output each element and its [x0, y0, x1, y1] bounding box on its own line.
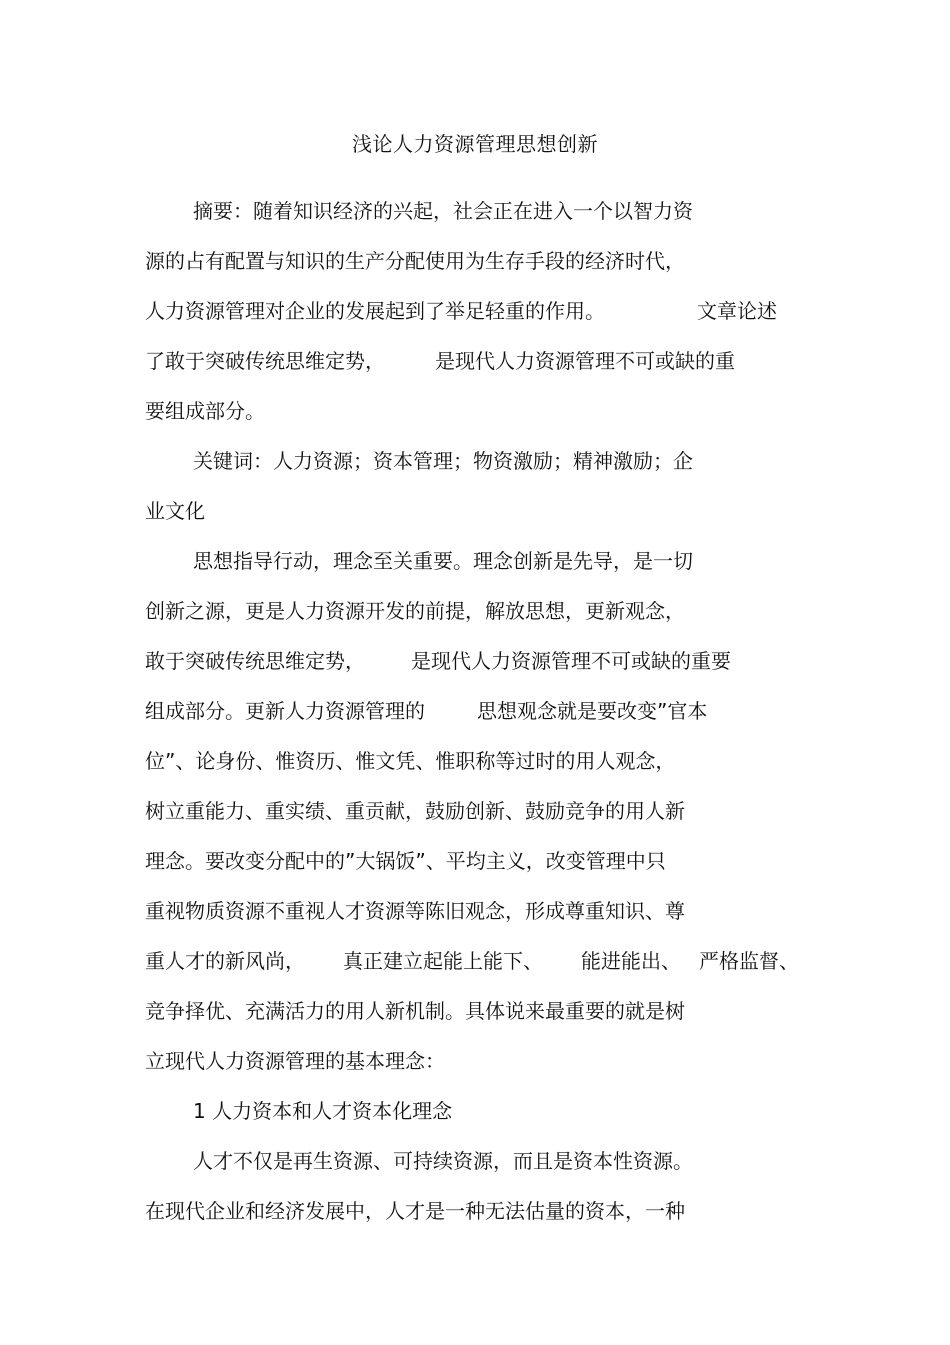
abstract-line-1: 摘要：随着知识经济的兴起，社会正在进入一个以智力资 — [193, 199, 693, 223]
text-segment: 组成部分。更新人力资源管理的 — [145, 699, 425, 723]
body-line — [145, 648, 731, 674]
document-title: 浅论人力资源管理思想创新 — [352, 132, 598, 156]
section-heading: 1 人力资本和人才资本化理念 — [193, 1099, 453, 1123]
text-segment: 真正建立起能上能下、 — [343, 949, 543, 973]
body-line: 理念。要改变分配中的”大锅饭”、平均主义，改变管理中只 — [145, 849, 666, 873]
keywords-line-1: 关键词：人力资源；资本管理；物资激励；精神激励；企 — [193, 449, 693, 473]
body-line — [145, 698, 707, 724]
body-line: 创新之源，更是人力资源开发的前提，解放思想，更新观念， — [145, 599, 685, 623]
abstract-line-2: 源的占有配置与知识的生产分配使用为生存手段的经济时代， — [145, 249, 685, 273]
body-line: 竞争择优、充满活力的用人新机制。具体说来最重要的就是树 — [145, 999, 685, 1023]
text-segment: 思想观念就是要改变”官本 — [477, 699, 708, 723]
body-line: 树立重能力、重实绩、重贡献，鼓励创新、鼓励竞争的用人新 — [145, 799, 685, 823]
abstract-line-3 — [145, 298, 777, 324]
text-segment: 了敢于突破传统思维定势， — [145, 349, 385, 373]
text-segment: 人力资源管理对企业的发展起到了举足轻重的作用。 — [145, 299, 605, 323]
text-segment: 能进能出、 — [581, 949, 681, 973]
text-segment: 是现代人力资源管理不可或缺的重 — [435, 349, 735, 373]
body-line: 思想指导行动，理念至关重要。理念创新是先导，是一切 — [193, 549, 693, 573]
text-segment: 是现代人力资源管理不可或缺的重要 — [411, 649, 731, 673]
text-segment: 重人才的新风尚， — [145, 949, 305, 973]
body-line: 立现代人力资源管理的基本理念： — [145, 1049, 445, 1073]
body-line: 人才不仅是再生资源、可持续资源，而且是资本性资源。 — [193, 1149, 693, 1173]
body-line: 位”、论身份、惟资历、惟文凭、惟职称等过时的用人观念， — [145, 749, 676, 773]
text-segment: 文章论述 — [697, 299, 777, 323]
body-line — [145, 948, 799, 974]
abstract-line-5: 要组成部分。 — [145, 399, 265, 423]
abstract-line-4 — [145, 348, 735, 374]
body-line: 在现代企业和经济发展中，人才是一种无法估量的资本，一种 — [145, 1199, 685, 1223]
keywords-line-2: 业文化 — [145, 499, 205, 523]
text-segment: 严格监督、 — [699, 949, 799, 973]
text-segment: 敢于突破传统思维定势， — [145, 649, 365, 673]
body-line: 重视物质资源不重视人才资源等陈旧观念，形成尊重知识、尊 — [145, 899, 685, 923]
